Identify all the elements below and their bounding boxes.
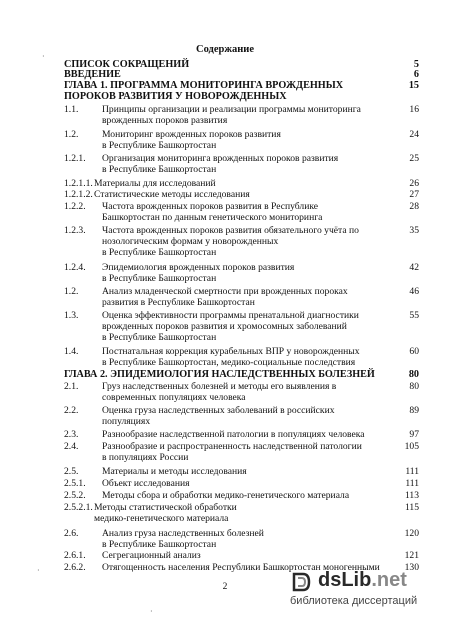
- toc-entry: [64, 189, 419, 200]
- dslib-logo-icon: [290, 571, 312, 593]
- toc-entry-page: 111: [405, 466, 419, 477]
- toc-entry-number: 1.2.3.: [64, 225, 86, 236]
- toc-entry-title: Статистические методы исследования: [94, 189, 250, 200]
- toc-entry-number: 1.3.: [64, 310, 79, 321]
- toc-entry: [64, 490, 419, 501]
- toc-entry-title: Отягощенность населения Республики Башкортостан моногенными: [102, 562, 380, 573]
- toc-entry-title: Частота врожденных пороков развития обязательного учёта по нозологическим формам у новорожденных в Республике Башкортостан: [102, 225, 359, 258]
- toc-entry: [64, 286, 419, 308]
- toc-entry-page: 113: [404, 490, 419, 501]
- watermark-brand: dsLib.net: [318, 569, 407, 591]
- toc-entry-page: 130: [404, 562, 419, 573]
- toc-entry-page: 46: [409, 286, 419, 297]
- toc-entry-page: 55: [409, 310, 419, 321]
- toc-entry: [64, 201, 419, 223]
- toc-entry-title: Груз наследственных болезней и методы его выявления в современных популяциях человека: [102, 381, 337, 403]
- toc-entry-title: Анализ груза наследственных болезней в Республике Башкортостан: [102, 528, 264, 550]
- toc-entry-number: 1.2.4.: [64, 262, 86, 273]
- toc-entry-title: Организация мониторинга врожденных пороков развития в Республике Башкортостан: [102, 153, 339, 175]
- toc-entry-title: Материалы и методы исследования: [102, 466, 247, 477]
- toc-entry-title: Анализ младенческой смертности при врожденных пороках развития в Республике Башкортостан: [102, 286, 348, 308]
- toc-entry: [64, 405, 419, 427]
- toc-entry-page: 120: [404, 528, 419, 539]
- toc-entry: [64, 178, 419, 189]
- toc-entry: [64, 310, 419, 343]
- toc-entry-number: 2.6.: [64, 528, 79, 539]
- toc-entry-number: 1.1.: [64, 104, 79, 115]
- toc-entry-title: Эпидемиология врожденных пороков развития в Республике Башкортостан: [102, 262, 295, 284]
- toc-entry: [64, 466, 419, 477]
- toc-entry-page: 80: [408, 369, 419, 380]
- toc-entry-number: 1.4.: [64, 346, 79, 357]
- watermark: [290, 569, 440, 609]
- toc-entry-title: Объект исследования: [102, 478, 190, 489]
- toc-entry: [64, 104, 419, 126]
- toc-entry-number: 1.2.1.2.: [64, 189, 93, 200]
- page-number: 2: [222, 582, 228, 592]
- toc-entry-title: Оценка эффективности программы пренатальной диагностики врожденных пороков развития и хромосомных заболеваний в Республике Башкортостан: [102, 310, 359, 343]
- scan-speck: ·: [150, 607, 153, 616]
- toc-entry-number: 2.5.: [64, 466, 79, 477]
- toc-entry: [64, 262, 419, 284]
- toc-entry-title: ГЛАВА 1. ПРОГРАММА МОНИТОРИНГА ВРОЖДЕННЫХ ПОРОКОВ РАЗВИТИЯ У НОВОРОЖДЕННЫХ: [64, 80, 344, 102]
- toc-entry-page: 15: [408, 80, 419, 91]
- toc-entry-number: 1.2.: [64, 286, 79, 297]
- toc-entry-title: СПИСОК СОКРАЩЕНИЙ: [64, 59, 190, 70]
- toc-entry-number: 1.2.2.: [64, 201, 86, 212]
- toc-entry-number: 2.2.: [64, 405, 79, 416]
- toc-entry-page: 16: [409, 104, 419, 115]
- toc-entry-title: Материалы для исследований: [94, 178, 216, 189]
- toc-entry-page: 80: [409, 381, 419, 392]
- toc-entry-number: 2.6.2.: [64, 562, 86, 573]
- toc-entry-page: 111: [405, 478, 419, 489]
- toc-entry-number: 2.5.2.1.: [64, 502, 93, 513]
- toc-entry: [64, 478, 419, 489]
- toc-entry-title: Разнообразие наследственной патологии в популяциях человека: [102, 429, 365, 440]
- toc-entry-page: 115: [404, 502, 419, 513]
- toc-entry-page: 28: [409, 201, 419, 212]
- scan-speck: ·: [37, 566, 40, 575]
- toc-entry-number: 2.4.: [64, 441, 79, 452]
- toc-entry-title: Разнообразие и распространенность наследственной патологии в популяциях России: [102, 441, 362, 463]
- toc-entry-page: 27: [409, 189, 419, 200]
- toc-entry-page: 42: [409, 262, 419, 273]
- toc-entry-title: Методы сбора и обработки медико-генетического материала: [102, 490, 350, 501]
- toc-entry-title: ВВЕДЕНИЕ: [64, 69, 121, 80]
- toc-entry-page: 35: [409, 225, 419, 236]
- toc-entry-page: 24: [409, 129, 419, 140]
- toc-entry-title: Постнатальная коррекция курабельных ВПР у новорожденных в Республике Башкортостан, медико-социальные последствия: [102, 346, 360, 368]
- toc-entry-page: 121: [404, 550, 419, 561]
- toc-entry-number: 2.6.1.: [64, 550, 86, 561]
- toc-entry-page: 25: [409, 153, 419, 164]
- toc-entry-page: 5: [413, 59, 419, 70]
- scan-speck: ·: [42, 52, 45, 61]
- watermark-subtitle: библиотека диссертаций: [290, 595, 418, 607]
- toc-entry-page: 105: [404, 441, 419, 452]
- toc-entry-number: 1.2.1.1.: [64, 178, 93, 189]
- toc-entry-number: 2.5.1.: [64, 478, 86, 489]
- toc-entry-title: Частота врожденных пороков развития в Республике Башкортостан по данным генетического мониторинга: [102, 201, 323, 223]
- toc-entry-title: Мониторинг врожденных пороков развития в Республике Башкортостан: [102, 129, 281, 151]
- toc-entry: [64, 550, 419, 561]
- toc-entry-page: 97: [409, 429, 419, 440]
- toc-entry: [64, 153, 419, 175]
- toc-entry: [64, 528, 419, 550]
- toc-entry-title: Оценка груза наследственных заболеваний в российских популяциях: [102, 405, 335, 427]
- toc-entry-number: 2.3.: [64, 429, 79, 440]
- toc-entry-page: 26: [409, 178, 419, 189]
- toc-entry-number: 2.1.: [64, 381, 79, 392]
- toc-entry-number: 1.2.: [64, 129, 79, 140]
- toc-entry-page: 60: [409, 346, 419, 357]
- toc-entry-title: Методы статистической обработки медико-генетического материала: [94, 502, 237, 524]
- toc-entry: [64, 69, 419, 80]
- toc-entry-title: Принципы организации и реализации программы мониторинга врожденных пороков развития: [102, 104, 361, 126]
- toc-entry: [64, 225, 419, 258]
- toc-entry-page: 89: [409, 405, 419, 416]
- page-title: Содержание: [196, 44, 254, 55]
- toc-entry-page: 6: [413, 69, 419, 80]
- toc-entry-number: 2.5.2.: [64, 490, 86, 501]
- toc-entry-title: Сегрегационный анализ: [102, 550, 201, 561]
- toc-entry-number: 1.2.1.: [64, 153, 86, 164]
- toc-entry: [64, 129, 419, 151]
- toc-entry: [64, 441, 419, 463]
- toc-entry: [64, 381, 419, 403]
- toc-entry: [64, 346, 419, 368]
- toc-entry: [64, 80, 419, 102]
- toc-entry: [64, 369, 419, 380]
- toc-entry: [64, 502, 419, 524]
- toc-entry: [64, 429, 419, 440]
- toc-entry-title: ГЛАВА 2. ЭПИДЕМИОЛОГИЯ НАСЛЕДСТВЕННЫХ БОЛЕЗНЕЙ: [64, 369, 375, 380]
